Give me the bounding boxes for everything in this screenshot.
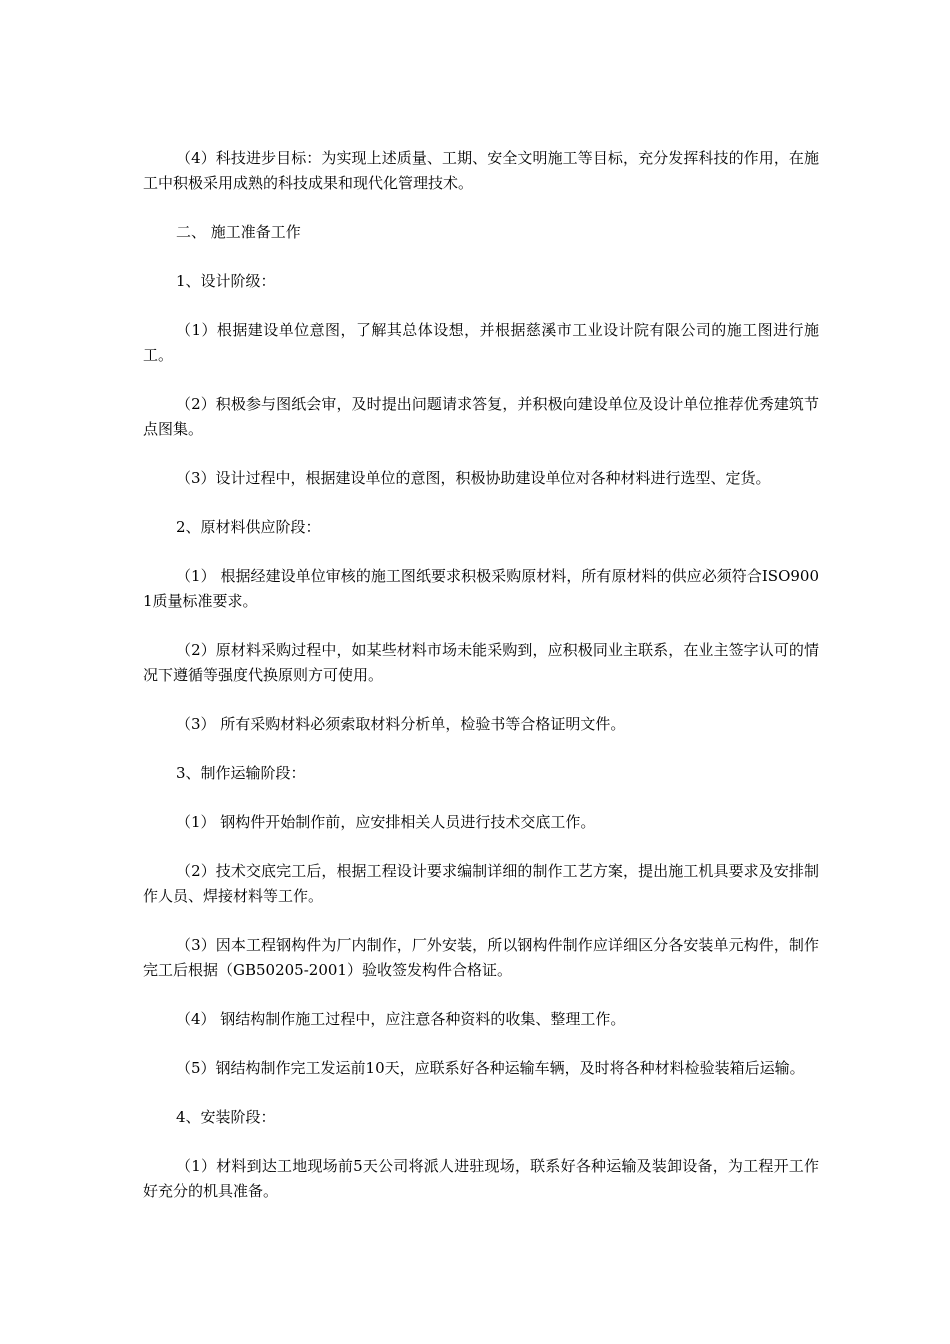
paragraph-tech-goal: （4）科技进步目标：为实现上述质量、工期、安全文明施工等目标，充分发挥科技的作用，在施工中积极采用成熟的科技成果和现代化管理技术。 [143, 149, 819, 192]
paragraph-material-2: （2）原材料采购过程中，如某些材料市场未能采购到，应积极同业主联系，在业主签字认可的情况下遵循等强度代换原则方可使用。 [143, 641, 819, 684]
subheading-fabrication-transport: 3、制作运输阶段： [176, 764, 306, 782]
subheading-material-supply: 2、原材料供应阶段： [176, 518, 321, 536]
paragraph-fabrication-2: （2）技术交底完工后，根据工程设计要求编制详细的制作工艺方案，提出施工机具要求及安排制作人员、焊接材料等工作。 [143, 862, 819, 905]
subheading-installation: 4、安装阶段： [176, 1108, 276, 1126]
paragraph-fabrication-1: （1） 钢构件开始制作前，应安排相关人员进行技术交底工作。 [176, 813, 596, 831]
paragraph-material-3: （3） 所有采购材料必须索取材料分析单，检验书等合格证明文件。 [176, 715, 626, 733]
paragraph-fabrication-5: （5）钢结构制作完工发运前10天，应联系好各种运输车辆，及时将各种材料检验装箱后运输。 [176, 1059, 805, 1077]
document-body [143, 146, 819, 1228]
paragraph-design-2: （2）积极参与图纸会审，及时提出问题请求答复，并积极向建设单位及设计单位推荐优秀建筑节点图集。 [143, 395, 819, 438]
paragraph-design-1: （1）根据建设单位意图，了解其总体设想，并根据慈溪市工业设计院有限公司的施工图进行施工。 [143, 321, 819, 364]
paragraph-material-1: （1） 根据经建设单位审核的施工图纸要求积极采购原材料，所有原材料的供应必须符合ISO9001质量标准要求。 [143, 567, 819, 610]
subheading-design-stage: 1、设计阶级： [176, 272, 276, 290]
paragraph-installation-1: （1）材料到达工地现场前5天公司将派人进驻现场，联系好各种运输及装卸设备，为工程开工作好充分的机具准备。 [143, 1157, 819, 1200]
paragraph-fabrication-4: （4） 钢结构制作施工过程中，应注意各种资料的收集、整理工作。 [176, 1010, 626, 1028]
section-heading-preparation: 二、 施工准备工作 [176, 223, 301, 241]
paragraph-design-3: （3）设计过程中，根据建设单位的意图，积极协助建设单位对各种材料进行选型、定货。 [176, 469, 771, 487]
paragraph-fabrication-3: （3）因本工程钢构件为厂内制作，厂外安装，所以钢构件制作应详细区分各安装单元构件，制作完工后根据（GB50205-2001）验收签发构件合格证。 [143, 936, 819, 979]
